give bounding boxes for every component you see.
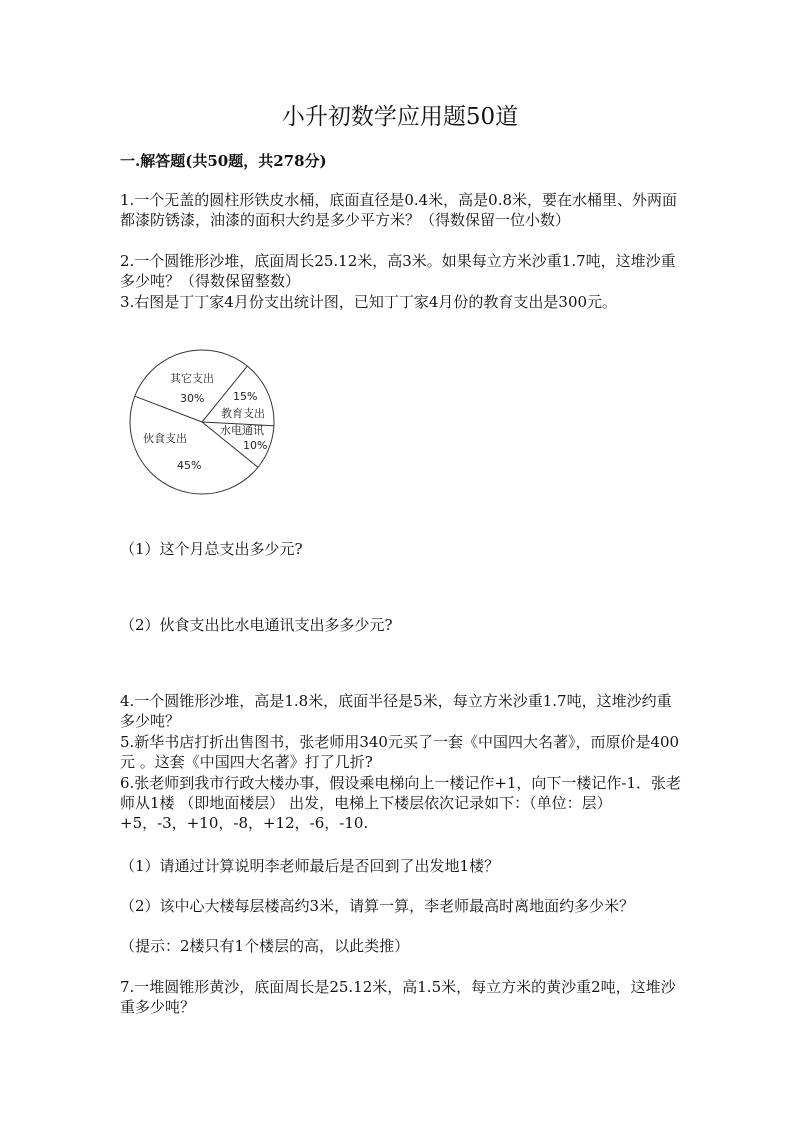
pie-label-food: 伙食支出 — [143, 432, 187, 445]
pie-label-other: 其它支出 — [170, 372, 214, 385]
pie-value-other: 30% — [180, 392, 205, 405]
question-1: 1.一个无盖的圆柱形铁皮水桶，底面直径是0.4米，高是0.8米，要在水桶里、外两面都漆防锈漆，油漆的面积大约是多少平方米？（得数保留一位小数） — [120, 191, 678, 229]
page-title: 小升初数学应用题50道 — [281, 104, 519, 130]
question-6-hint: （提示：2楼只有1个楼层的高，以此类推） — [120, 937, 410, 955]
question-6-part-2: （2）该中心大楼每层楼高约3米，请算一算，李老师最高时离地面约多少米？ — [120, 897, 635, 915]
expense-pie-chart — [125, 345, 285, 500]
pie-label-education: 教育支出 — [221, 407, 265, 420]
pie-value-utilities: 10% — [243, 439, 268, 452]
pie-label-utilities: 水电通讯 — [220, 424, 264, 437]
question-3-part-1: （1）这个月总支出多少元? — [120, 540, 303, 558]
question-7: 7.一堆圆锥形黄沙，底面周长是25.12米，高1.5米，每立方米的黄沙重2吨，这堆沙重多少吨？ — [120, 978, 676, 1016]
question-3: 3.右图是丁丁家4月份支出统计图，已知丁丁家4月份的教育支出是300元。 — [120, 293, 618, 311]
question-4: 4.一个圆锥形沙堆，高是1.8米，底面半径是5米，每立方米沙重1.7吨，这堆沙约重多少吨？ — [120, 692, 672, 730]
question-3-part-2: （2）伙食支出比水电通讯支出多多少元? — [120, 616, 393, 634]
question-6: 6.张老师到我市行政大楼办事，假设乘电梯向上一楼记作+1，向下一楼记作-1．张老师从1楼 （即地面楼层） 出发，电梯上下楼层依次记录如下：（单位：层）+5，-3，+10，-8，+12，-6，-10. — [120, 774, 682, 832]
pie-value-food: 45% — [177, 459, 202, 472]
question-2: 2.一个圆锥形沙堆，底面周长25.12米，高3米。如果每立方米沙重1.7吨，这堆沙重多少吨？（得数保留整数） — [120, 252, 676, 290]
pie-value-education: 15% — [233, 390, 258, 403]
question-5: 5.新华书店打折出售图书，张老师用340元买了一套《中国四大名著》，而原价是400元 。这套《中国四大名著》打了几折? — [120, 733, 680, 771]
question-6-part-1: （1）请通过计算说明李老师最后是否回到了出发地1楼？ — [120, 857, 500, 875]
section-heading: 一.解答题(共50题，共278分) — [120, 152, 327, 170]
